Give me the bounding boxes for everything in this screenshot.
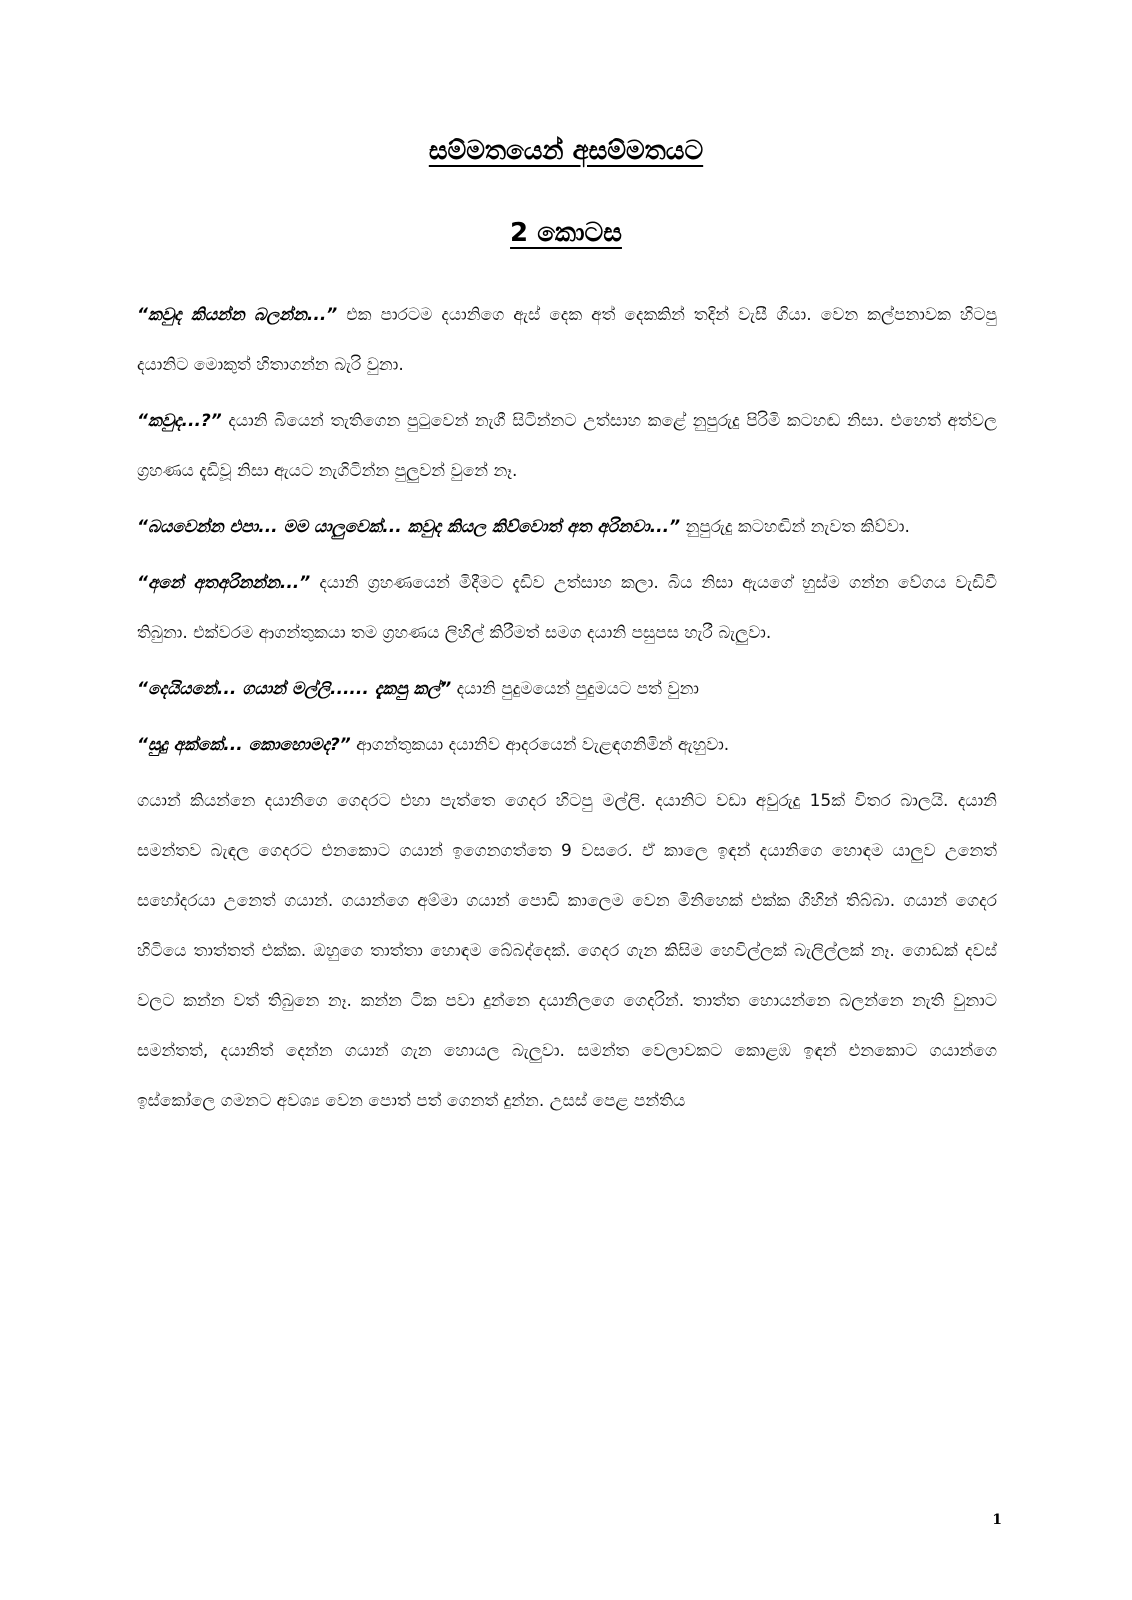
paragraph-5 <box>137 664 997 714</box>
paragraph-7 <box>137 776 997 1126</box>
narration-text: දයානි පුදුමයෙන් පුදුමයට පත් වුනා <box>451 679 699 699</box>
document-title: සම්මතයෙන් අසම්මතයට <box>428 136 704 166</box>
narration-text: ගයාන් කියන්නෙ දයානිගෙ ගෙදරට එහා පැත්තෙ ගෙදර හිටපු මල්ලි. දයානිට වඩා අවුරුදු 15ක් විතර බාලයි. දයානි සමන්තව බැඳල ගෙදරට එනකොට ගයාන් ඉගෙනගත්තෙ 9 වසරෙ. ඒ කාලෙ ඉඳන් දයානිගෙ හොඳම යාලුව උනෙත් සහෝදරයා උනෙත් ගයාන්. ගයාන්ගෙ අම්මා ගයාන් පොඩි කාලෙම වෙන මිනිහෙක් එක්ක ගිහින් තිබ්බා. ගයාන් ගෙදර හිටියෙ තාත්තත් එක්ක. ඔහුගෙ තාත්තා හොඳම බේබද්දෙක්. ගෙදර ගැන කිසිම හෙවිල්ලක් බැලිල්ලක් නෑ. ගොඩක් දවස් වලට කන්න වත් තිබුනෙ නෑ. කන්න ටික පවා දුන්නෙ දයානිලගෙ ගෙදරින්. තාත්ත හොයන්නෙ බලන්නෙ නැති වුනාට සමන්තත්, දයානිත් දෙන්න ගයාන් ගැන හොයල බැලුවා. සමන්ත වෙලාවකට කොළඹ ඉඳන් එනකොට ගයාන්ගෙ ඉස්කෝලෙ ගමනට අවශ්‍ය වෙන පොත් පත් ගෙනත් දුන්න. උසස් පෙළ පන්තිය <box>137 791 997 1111</box>
dialogue-quote: “කවුද කියන්න බලන්න...” <box>137 305 338 325</box>
narration-text: නුපුරුදු කටහඬින් නැවත කිව්වා. <box>680 517 910 537</box>
paragraph-2 <box>137 396 997 496</box>
dialogue-quote: “බයවෙන්න එපා... මම යාලුවෙක්... කවුද කියල කිව්වොත් අත අරිනවා...” <box>137 517 681 537</box>
narration-text: ආගන්තුකයා දයානිව ආදරයෙන් වැළඳගනිමින් ඇහුවා. <box>350 735 730 755</box>
paragraph-6 <box>137 720 997 770</box>
dialogue-quote: “කවුද...?” <box>137 411 222 431</box>
paragraph-4 <box>137 558 997 658</box>
narration-text: එක පාරටම දයානිගෙ ඇස් දෙක අත් දෙකකින් තදින් වැසී ගියා. වෙන කල්පනාවක හිටපු දයානිට මොකුත් හිතාගන්න බැරි වුනා. <box>137 305 997 375</box>
dialogue-quote: “සුදු අක්කේ... කොහොමද?” <box>137 735 351 755</box>
document-body <box>137 290 997 1132</box>
paragraph-3 <box>137 502 997 552</box>
paragraph-1 <box>137 290 997 390</box>
document-subtitle: 2 කොටස <box>510 218 622 248</box>
dialogue-quote: “දෙයියනේ... ගයාන් මල්ලි...... දැකපු කල්” <box>137 679 452 699</box>
page-number: 1 <box>992 1512 1002 1528</box>
dialogue-quote: “අනේ අතඅරිනන්න...” <box>137 573 311 593</box>
narration-text: දයානි බියෙන් තැතිගෙන පුටුවෙන් නැගී සිටින්නට උත්සාහ කළේ නුපුරුදු පිරිමි කටහඬ නිසා. එහෙත් අත්වල ග්‍රහණය දැඩිවූ නිසා ඇයට නැගිටින්න පුලුවන් වුනේ නෑ. <box>137 411 997 481</box>
narration-text: දයානි ග්‍රහණයෙන් මිදීමට දැඩිව උත්සාහ කලා. බිය නිසා ඇයගේ හුස්ම ගන්න වේගය වැඩිවී තිබුනා. එක්වරම ආගන්තුකයා තම ග්‍රහණය ලිහිල් කිරීමත් සමග දයානි පසුපස හැරී බැලුවා. <box>137 573 997 643</box>
